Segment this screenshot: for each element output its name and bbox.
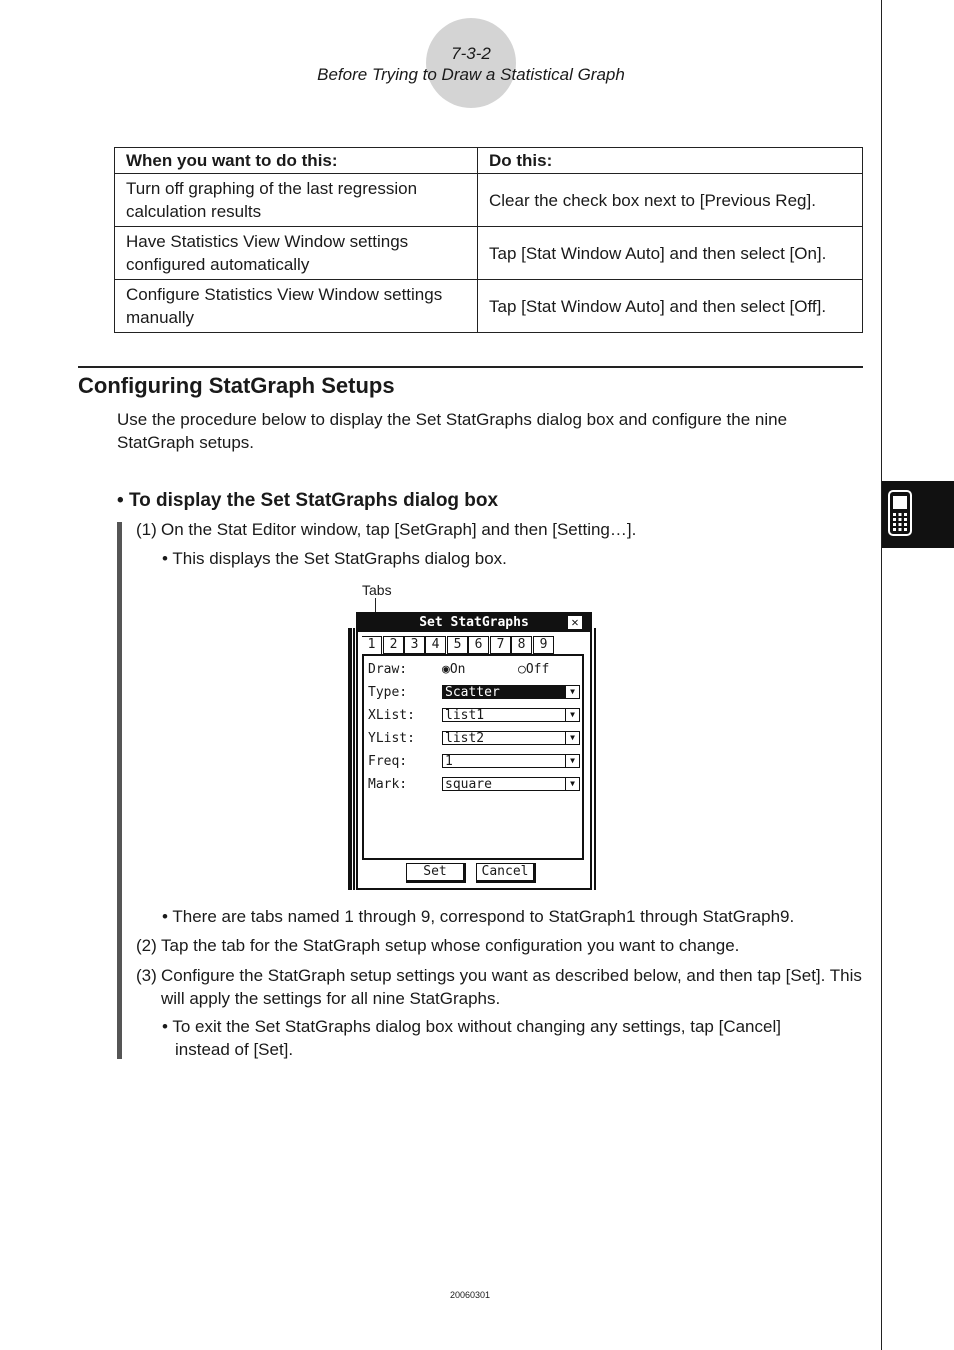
procedure-sidebar [117,522,122,1059]
table-cell: Configure Statistics View Window settings manually [115,280,478,333]
page-number: 7-3-2 [451,44,491,63]
dialog-title: Set StatGraphs [358,614,590,632]
tab-panel [362,654,584,860]
table-header: When you want to do this: [115,148,478,174]
step-number: (3) [136,966,157,985]
tab-6[interactable]: 6 [468,636,489,654]
tabs-callout: Tabs [362,582,392,598]
calculator-screenshot [348,612,596,890]
table-cell: Clear the check box next to [Previous Reg]. [478,174,863,227]
set-button[interactable]: Set [406,863,466,883]
chevron-down-icon[interactable]: ▼ [565,709,579,721]
ylist-label: YList: [368,731,415,746]
window-edge [594,628,596,890]
step-2 [136,934,866,957]
xlist-value: list1 [445,708,485,723]
step-text: On the Stat Editor window, tap [SetGraph] and then [Setting…]. [161,520,637,539]
window-edge [348,628,352,890]
page-header-title: Before Trying to Draw a Statistical Graph [317,65,625,84]
table-header: Do this: [478,148,863,174]
table-cell: Tap [Stat Window Auto] and then select [Off]. [478,280,863,333]
step-3 [136,964,866,1010]
step-number: (2) [136,936,157,955]
bullet: • [117,490,124,511]
table-row [115,174,863,227]
freq-value: 1 [445,754,453,769]
section-rule [78,366,863,368]
table-row [115,280,863,333]
tab-5[interactable]: 5 [447,636,468,654]
section-intro: Use the procedure below to display the Set StatGraphs dialog box and configure the nine StatGraph setups. [117,410,788,452]
step-text: Tap the tab for the StatGraph setup whose configuration you want to change. [161,936,740,955]
table-cell: Tap [Stat Window Auto] and then select [On]. [478,227,863,280]
tabs-note: • There are tabs named 1 through 9, correspond to StatGraph1 through StatGraph9. [162,907,795,926]
step-1 [136,518,866,541]
chevron-down-icon[interactable]: ▼ [565,778,579,790]
ylist-select[interactable] [442,731,580,745]
type-value: Scatter [445,685,500,700]
procedure-title [117,490,498,512]
draw-off-radio[interactable]: ○Off [518,662,550,677]
table-cell: Have Statistics View Window settings configured automatically [115,227,478,280]
draw-label: Draw: [368,662,408,677]
tab-7[interactable]: 7 [490,636,511,654]
window-edge [353,628,355,890]
tab-8[interactable]: 8 [511,636,532,654]
step-3-note-line-1: • To exit the Set StatGraphs dialog box without changing any settings, tap [Cancel] [162,1017,781,1036]
freq-select[interactable] [442,754,580,768]
step-1-note: • This displays the Set StatGraphs dialog box. [162,549,507,568]
xlist-select[interactable] [442,708,580,722]
tab-9[interactable]: 9 [533,636,554,654]
instruction-table [114,147,863,333]
calculator-icon [882,481,954,548]
chapter-tab [882,481,954,548]
type-select[interactable] [442,685,580,699]
draw-on-radio[interactable]: ◉On [442,662,466,677]
chevron-down-icon[interactable]: ▼ [565,686,579,698]
procedure-title-text: To display the Set StatGraphs dialog box [128,490,499,511]
step-number: (1) [136,520,157,539]
xlist-label: XList: [368,708,415,723]
step-3-note [162,1015,862,1061]
step-3-note-line-2: instead of [Set]. [175,1040,294,1059]
mark-label: Mark: [368,777,408,792]
mark-select[interactable] [442,777,580,791]
tab-2[interactable]: 2 [383,636,404,654]
ylist-value: list2 [445,731,485,746]
mark-value: square [445,777,492,792]
table-header-row [115,148,863,174]
freq-label: Freq: [368,754,408,769]
tab-1[interactable]: 1 [362,636,382,655]
close-icon[interactable]: ✕ [568,616,582,629]
footer-code: 20060301 [449,1290,491,1300]
chevron-down-icon[interactable]: ▼ [565,755,579,767]
section-title: Configuring StatGraph Setups [78,373,395,398]
tab-4[interactable]: 4 [425,636,446,654]
tab-3[interactable]: 3 [404,636,425,654]
table-cell: Turn off graphing of the last regression calculation results [115,174,478,227]
chevron-down-icon[interactable]: ▼ [565,732,579,744]
type-label: Type: [368,685,408,700]
table-row [115,227,863,280]
set-statgraphs-dialog [356,612,592,890]
cancel-button[interactable]: Cancel [476,863,536,883]
margin-line [881,0,882,1350]
step-text: Configure the StatGraph setup settings you want as described below, and then tap [Set]. This will apply the settings for all nine StatGraphs. [161,966,862,1008]
